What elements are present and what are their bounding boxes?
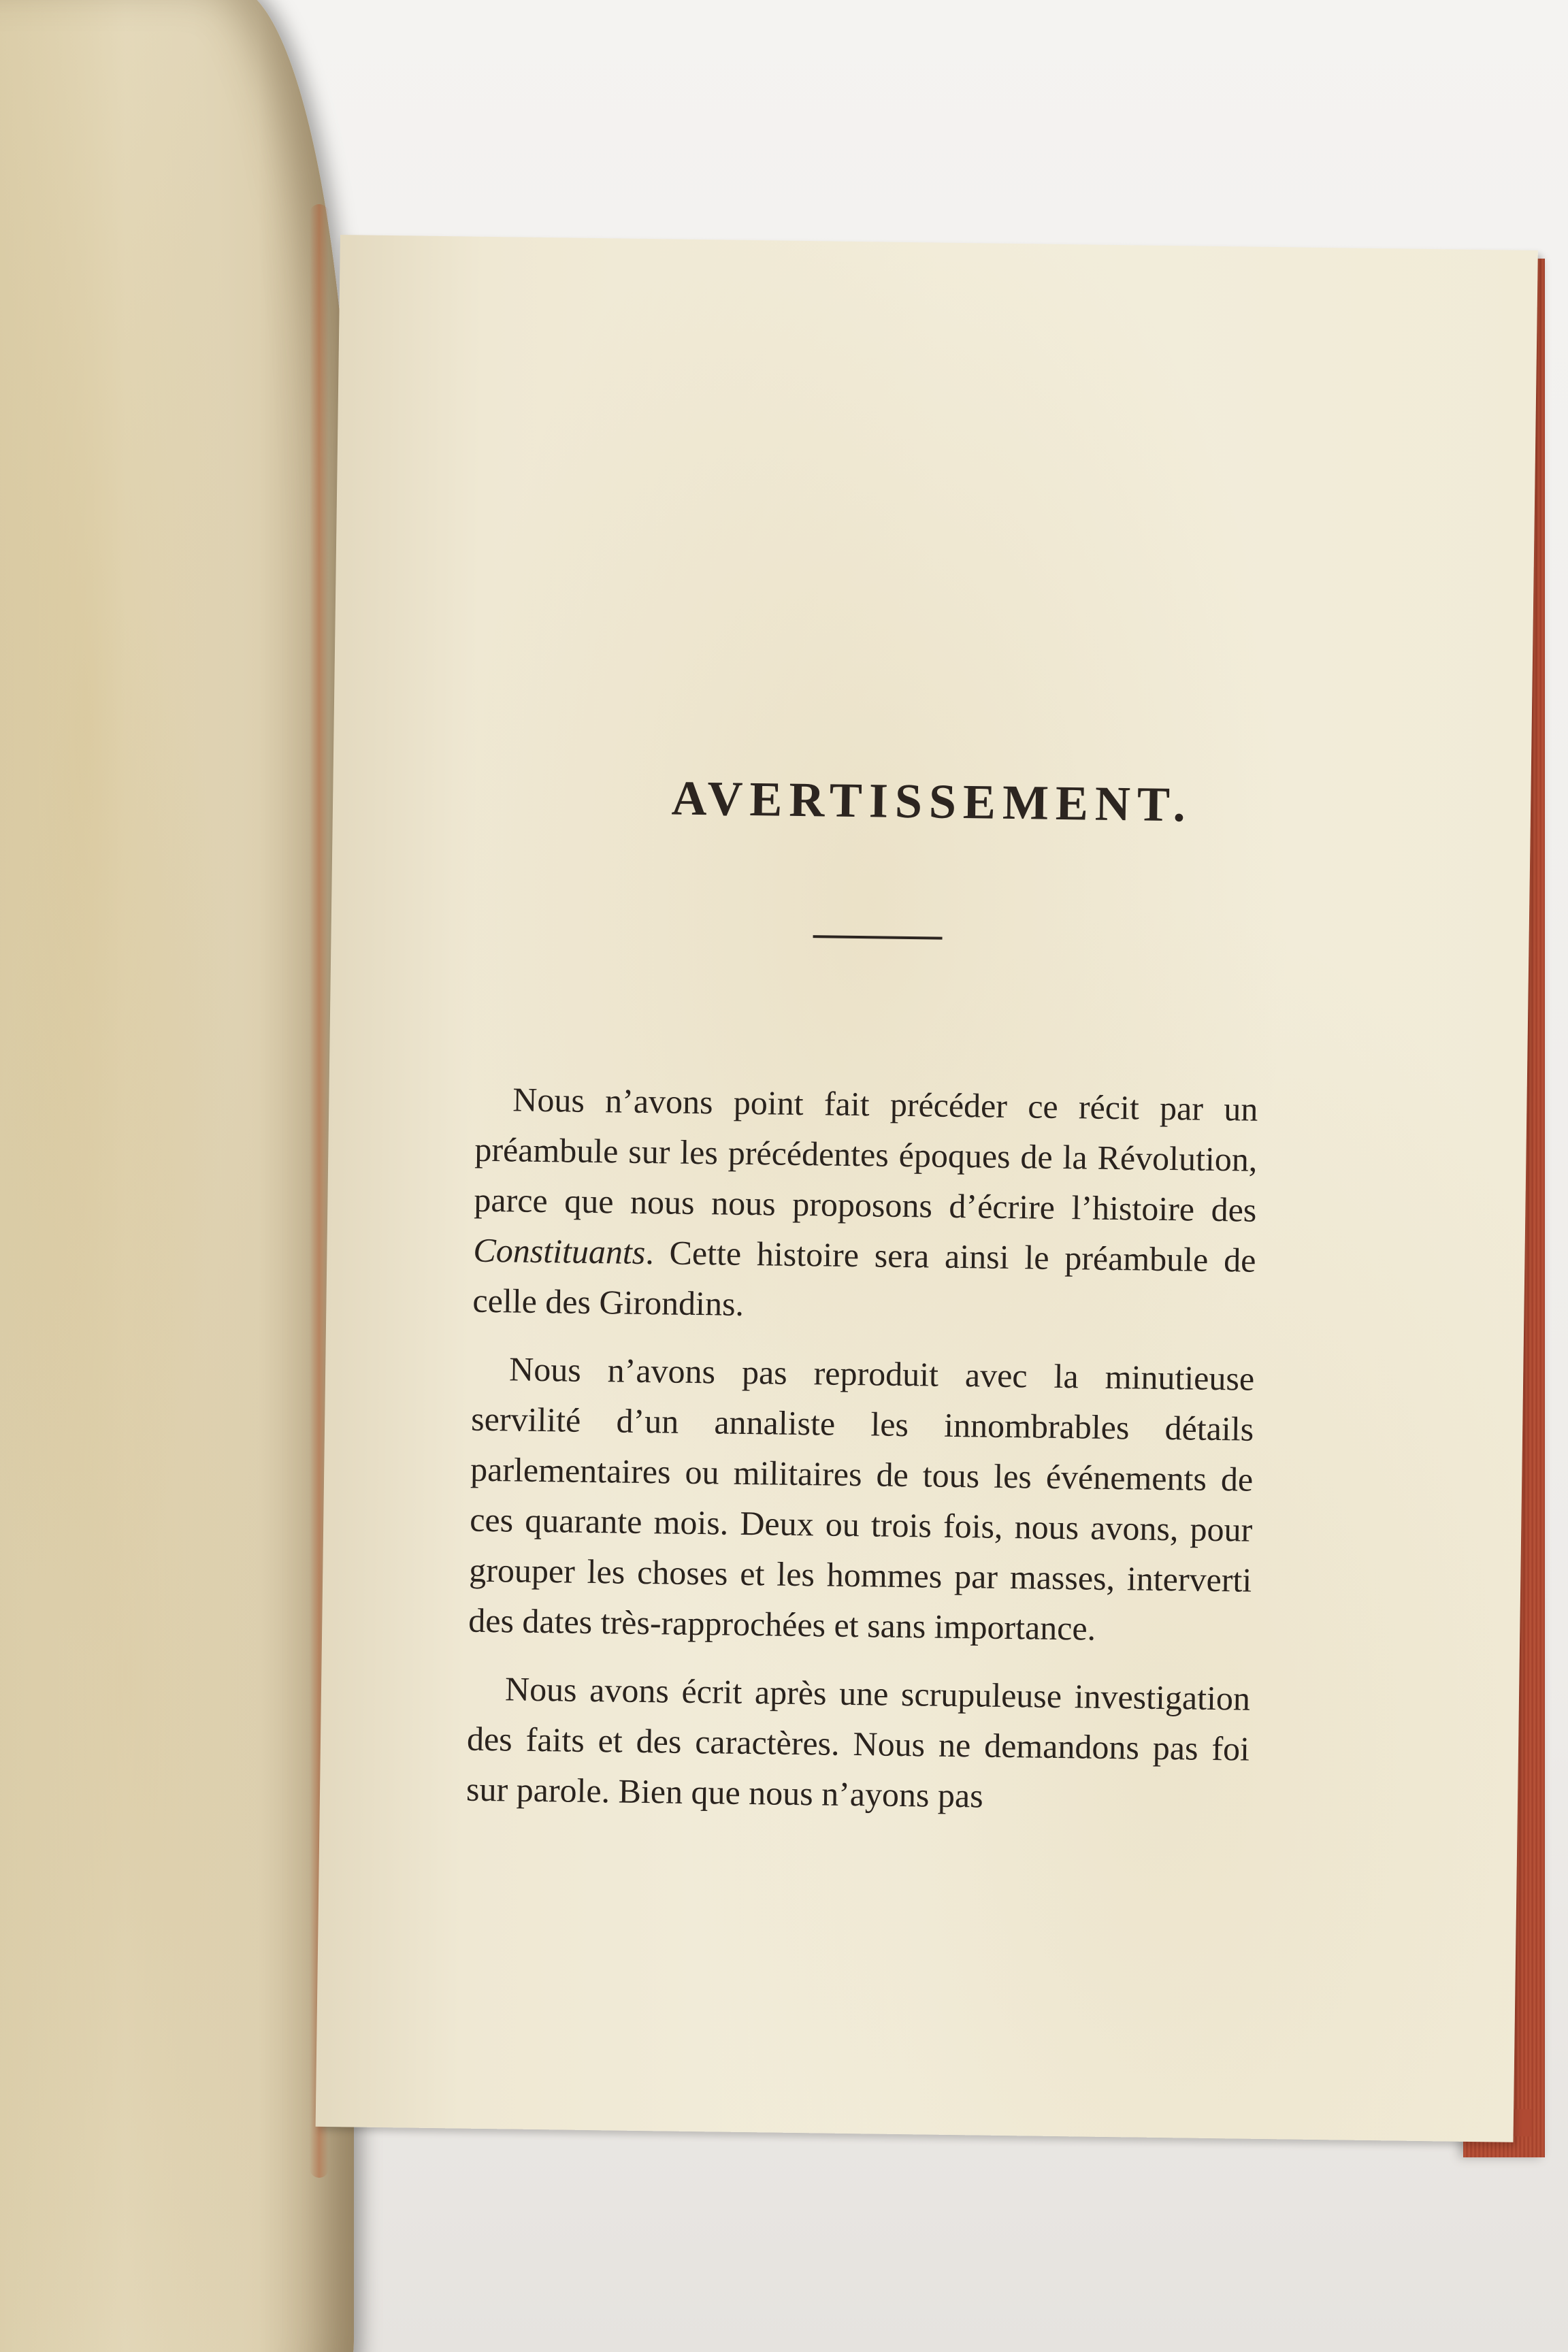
- left-page: [0, 0, 354, 2352]
- paragraph-3-text: Nous avons écrit après une scrupuleuse investigation des faits et des caractères. Nous ne demandons pas foi sur parole. Bien que nous n’ayons pas: [466, 1669, 1251, 1815]
- title-rule: [813, 935, 943, 939]
- paragraph-1-text: Nous n’avons point fait précéder ce récit par un préambule sur les précédentes époques de la Révolution, parce que nous nous proposons d’écrire l’histoire des: [474, 1080, 1258, 1229]
- body-text: [466, 1074, 1258, 1842]
- paragraph-1-text-end: . Cette histoire sera ainsi le préambule de celle des Girondins.: [472, 1232, 1256, 1323]
- paragraph-1: [472, 1074, 1258, 1336]
- paragraph-3: [466, 1663, 1251, 1825]
- right-page: [316, 235, 1538, 2142]
- paragraph-2: [468, 1343, 1255, 1656]
- paragraph-2-text: Nous n’avons pas reproduit avec la minutieuse servilité d’un annaliste les innombrables détails parlementaires ou militaires de tous les événements de ces quarante mois. Deux ou trois fois, nous avons, pour grouper les choses et les hommes par masses, interverti des dates très-rapprochées et sans importance.: [468, 1350, 1255, 1648]
- page-title: AVERTISSEMENT.: [671, 770, 1193, 832]
- paragraph-1-italic: Constituants: [473, 1230, 646, 1271]
